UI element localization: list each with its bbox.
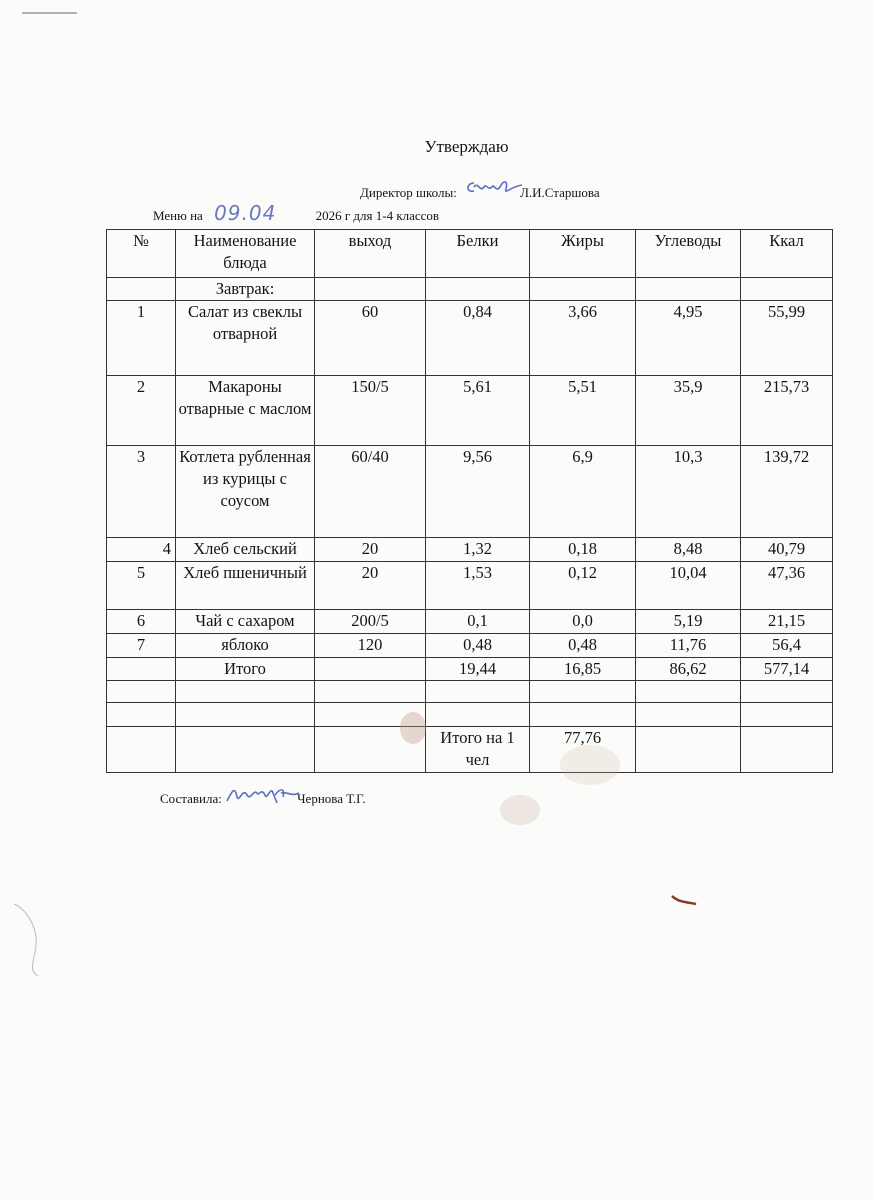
director-line xyxy=(360,183,600,201)
menu-table xyxy=(106,229,833,773)
table-row: 1 Салат из свеклы отварной 60 0,84 3,66 4,95 55,99 xyxy=(107,301,833,376)
stain-mark xyxy=(400,712,426,744)
compiler-signature xyxy=(225,789,297,807)
col-kcal: Ккал xyxy=(741,230,833,278)
per-person-row xyxy=(107,727,833,773)
total-fat: 16,85 xyxy=(530,658,636,681)
dish-name: Салат из свеклы отварной xyxy=(176,301,315,376)
director-name: Л.И.Старшова xyxy=(520,185,600,200)
stain-mark xyxy=(668,888,708,908)
empty-row xyxy=(107,703,833,727)
menu-suffix: 2026 г для 1-4 классов xyxy=(315,208,440,223)
dish-name: Хлеб пшеничный xyxy=(176,562,315,610)
per-person-label: Итого на 1 чел xyxy=(426,727,530,773)
table-row: 5 Хлеб пшеничный 20 1,53 0,12 10,04 47,36 xyxy=(107,562,833,610)
dish-name: яблоко xyxy=(176,634,315,658)
dish-name: Хлеб сельский xyxy=(176,538,315,562)
col-dish: Наименование блюда xyxy=(176,230,315,278)
stain-mark xyxy=(560,745,620,785)
total-row xyxy=(107,658,833,681)
dish-name: Макароны отварные с маслом xyxy=(176,376,315,446)
dish-name: Котлета рубленная из курицы с соусом xyxy=(176,446,315,538)
total-kcal: 577,14 xyxy=(741,658,833,681)
col-output: выход xyxy=(315,230,426,278)
col-number: № xyxy=(107,230,176,278)
dish-name: Чай с сахаром xyxy=(176,610,315,634)
total-protein: 19,44 xyxy=(426,658,530,681)
compiled-label: Составила: xyxy=(160,791,222,806)
per-person-value: 77,76 xyxy=(530,727,636,773)
menu-prefix: Меню на xyxy=(153,208,203,223)
table-row: 2 Макароны отварные с маслом 150/5 5,61 5,51 35,9 215,73 xyxy=(107,376,833,446)
table-row: 6 Чай с сахаром 200/5 0,1 0,0 5,19 21,15 xyxy=(107,610,833,634)
compiler-name: Чернова Т.Г. xyxy=(297,791,366,806)
approval-heading: Утверждаю xyxy=(424,137,509,156)
director-signature xyxy=(460,183,520,201)
stain-mark xyxy=(500,795,540,825)
director-label: Директор школы: xyxy=(360,185,457,200)
col-fat: Жиры xyxy=(530,230,636,278)
page-edge-mark xyxy=(22,10,82,16)
header-row xyxy=(107,230,833,278)
table-row: 7 яблоко 120 0,48 0,48 11,76 56,4 xyxy=(107,634,833,658)
col-protein: Белки xyxy=(426,230,530,278)
col-carbs: Углеводы xyxy=(636,230,741,278)
compiled-by-line xyxy=(160,789,365,807)
menu-date-handwritten: 09.04 xyxy=(214,201,277,225)
section-label: Завтрак: xyxy=(176,278,315,301)
menu-line xyxy=(153,201,439,225)
table-row: 4 Хлеб сельский 20 1,32 0,18 8,48 40,79 xyxy=(107,538,833,562)
empty-row xyxy=(107,681,833,703)
total-carbs: 86,62 xyxy=(636,658,741,681)
section-row xyxy=(107,278,833,301)
table-row: 3 Котлета рубленная из курицы с соусом 60/40 9,56 6,9 10,3 139,72 xyxy=(107,446,833,538)
page-edge-mark xyxy=(8,900,48,980)
total-label: Итого xyxy=(176,658,315,681)
